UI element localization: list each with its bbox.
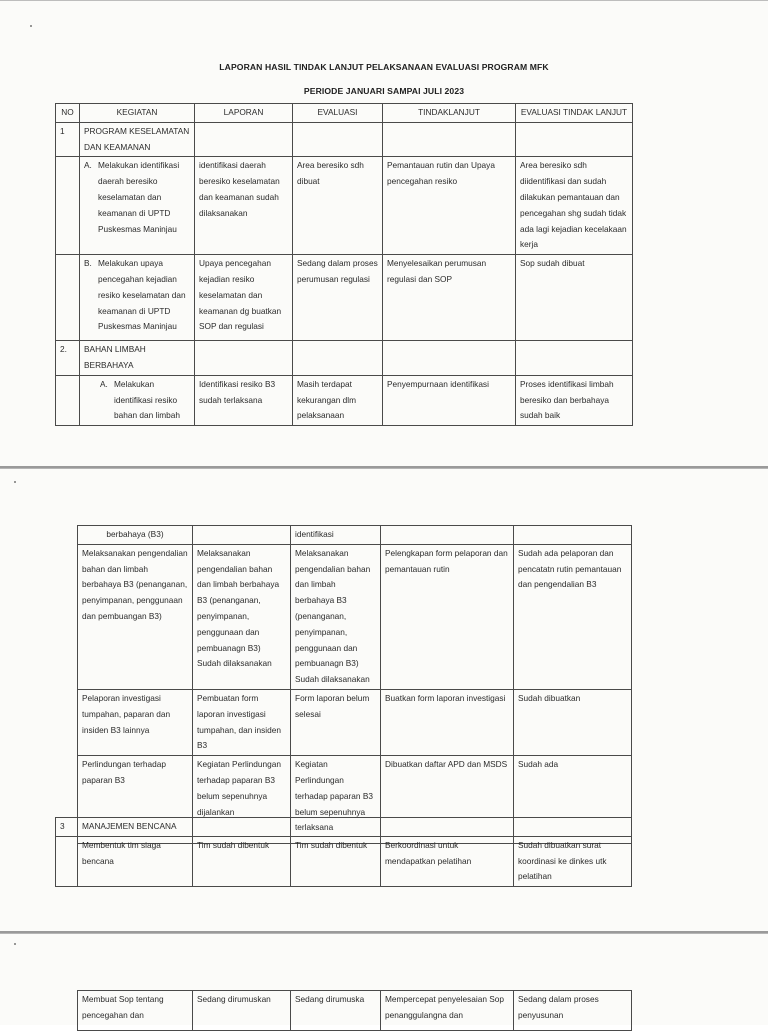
scan-speck (14, 481, 16, 483)
table-row (78, 526, 632, 545)
evaluasi-cell: Sedang dirumuska (291, 991, 381, 1031)
header-kegiatan: KEGIATAN (80, 104, 195, 123)
evaluasi-cell: Kegiatan Perlindungan terhadap paparan B3 belum sepenuhnya terlaksana (291, 756, 381, 844)
laporan-cell: Pembuatan form laporan investigasi tumpahan, dan insiden B3 (193, 689, 291, 755)
evaluation-table-page-1 (55, 103, 633, 426)
tindaklanjut-cell: Buatkan form laporan investigasi (381, 689, 514, 755)
evaluasi-cell: Melaksanakan pengendalian bahan dan limbah berbahaya B3 (penanganan, penyimpanan, penggunaan dan pembuanagn B3) Sudah dilaksanakan (291, 544, 381, 689)
section-number: 3 (56, 818, 78, 837)
tindaklanjut-cell: Pelengkapan form pelaporan dan pemantauan rutin (381, 544, 514, 689)
evaluasi-tl-cell: Sudah ada pelaporan dan pencatatn rutin pemantauan dan pengendalian B3 (514, 544, 632, 689)
table-row (78, 991, 632, 1031)
laporan-cell: Tim sudah dibentuk (193, 836, 291, 886)
tindaklanjut-cell: Berkoordinasi untuk mendapatkan pelatihan (381, 836, 514, 886)
kegiatan-cell: Perlindungan terhadap paparan B3 (78, 756, 193, 844)
section-number: 2. (56, 341, 80, 376)
scan-speck (14, 943, 16, 945)
item-letter: A. (100, 378, 108, 389)
evaluasi-cell: Area beresiko sdh dibuat (293, 157, 383, 255)
tindaklanjut-cell: Penyempurnaan identifikasi (383, 375, 516, 425)
laporan-cell: identifikasi daerah beresiko keselamatan dan keamanan sudah dilaksanakan (195, 157, 293, 255)
evaluasi-tl-cell: Proses identifikasi limbah beresiko dan berbahaya sudah baik (516, 375, 633, 425)
evaluasi-cell: Masih terdapat kekurangan dlm pelaksanaan (293, 375, 383, 425)
header-evaluasi: EVALUASI (293, 104, 383, 123)
table-row (56, 157, 633, 255)
evaluasi-tl-cell: Sedang dalam proses penyusunan (514, 991, 632, 1031)
kegiatan-cell: B. Melakukan upaya pencegahan kejadian resiko keselamatan dan keamanan di UPTD Puskesmas Maninjau (80, 255, 195, 341)
kegiatan-cell: Melaksanakan pengendalian bahan dan limbah berbahaya B3 (penanganan, penyimpanan, penggunaan dan pembuangan B3) (78, 544, 193, 689)
section-row (56, 818, 632, 837)
laporan-cell: Upaya pencegahan kejadian resiko keselamatan dan keamanan dg buatkan SOP dan regulasi (195, 255, 293, 341)
tindaklanjut-cell: Menyelesaikan perumusan regulasi dan SOP (383, 255, 516, 341)
laporan-cell: Kegiatan Perlindungan terhadap paparan B3 belum sepenuhnya dijalankan (193, 756, 291, 844)
laporan-cell: Identifikasi resiko B3 sudah terlaksana (195, 375, 293, 425)
evaluation-table-page-2b (55, 817, 632, 887)
header-evaluasi-tindak-lanjut: EVALUASI TINDAK LANJUT (516, 104, 633, 123)
table-row (56, 375, 633, 425)
section-title: PROGRAM KESELAMATAN DAN KEAMANAN (80, 122, 195, 157)
section-title: MANAJEMEN BENCANA (78, 818, 193, 837)
document-page-2 (0, 468, 768, 933)
header-laporan: LAPORAN (195, 104, 293, 123)
scan-speck (30, 25, 32, 27)
kegiatan-cell: Pelaporan investigasi tumpahan, paparan dan insiden B3 lainnya (78, 689, 193, 755)
item-letter: B. (84, 258, 92, 269)
evaluasi-cell: Form laporan belum selesai (291, 689, 381, 755)
evaluasi-cell: Sedang dalam proses perumusan regulasi (293, 255, 383, 341)
table-header-row (56, 104, 633, 123)
document-page-1 (0, 0, 768, 468)
evaluasi-tl-cell: Sudah dibuatkan (514, 689, 632, 755)
table-row (78, 544, 632, 689)
evaluasi-tl-cell: Sudah ada (514, 756, 632, 844)
table-row (78, 689, 632, 755)
kegiatan-cell: berbahaya (B3) (78, 526, 193, 545)
laporan-cell: Melaksanakan pengendalian bahan dan limbah berbahaya B3 (penanganan, penyimpanan, penggunaan dan pembuanagn B3) Sudah dilaksanakan (193, 544, 291, 689)
evaluation-table-page-2 (77, 525, 632, 844)
kegiatan-cell: A. Melakukan identifikasi resiko bahan dan limbah (80, 375, 195, 425)
section-row (56, 122, 633, 157)
kegiatan-cell: A. Melakukan identifikasi daerah beresiko keselamatan dan keamanan di UPTD Puskesmas Maninjau (80, 157, 195, 255)
evaluasi-tl-cell: Sop sudah dibuat (516, 255, 633, 341)
report-title: LAPORAN HASIL TINDAK LANJUT PELAKSANAAN EVALUASI PROGRAM MFK (219, 62, 549, 72)
header-no: NO (56, 104, 80, 123)
evaluation-table-page-3 (77, 990, 632, 1031)
document-page-3 (0, 933, 768, 1025)
table-row (56, 255, 633, 341)
tindaklanjut-cell: Mempercepat penyelesaian Sop penanggulangna dan (381, 991, 514, 1031)
report-period: PERIODE JANUARI SAMPAI JULI 2023 (303, 86, 465, 96)
kegiatan-cell: Membuat Sop tentang pencegahan dan (78, 991, 193, 1031)
section-title: BAHAN LIMBAH BERBAHAYA (80, 341, 195, 376)
laporan-cell: Sedang dirumuskan (193, 991, 291, 1031)
header-tindaklanjut: TINDAKLANJUT (383, 104, 516, 123)
table-row (56, 836, 632, 886)
section-row (56, 341, 633, 376)
kegiatan-cell: Membentuk tim siaga bencana (78, 836, 193, 886)
section-number: 1 (56, 122, 80, 157)
tindaklanjut-cell: Dibuatkan daftar APD dan MSDS (381, 756, 514, 844)
item-letter: A. (84, 160, 92, 171)
evaluasi-tl-cell: Area beresiko sdh diidentifikasi dan sudah dilakukan pemantauan dan pencegahan shg sudah tidak ada lagi kejadian kecelakaan kerja (516, 157, 633, 255)
evaluasi-tl-cell: Sudah dibuatkan surat koordinasi ke dinkes utk pelatihan (514, 836, 632, 886)
tindaklanjut-cell: Pemantauan rutin dan Upaya pencegahan resiko (383, 157, 516, 255)
evaluasi-cell: Tim sudah dibentuk (291, 836, 381, 886)
evaluasi-cell: identifikasi (291, 526, 381, 545)
